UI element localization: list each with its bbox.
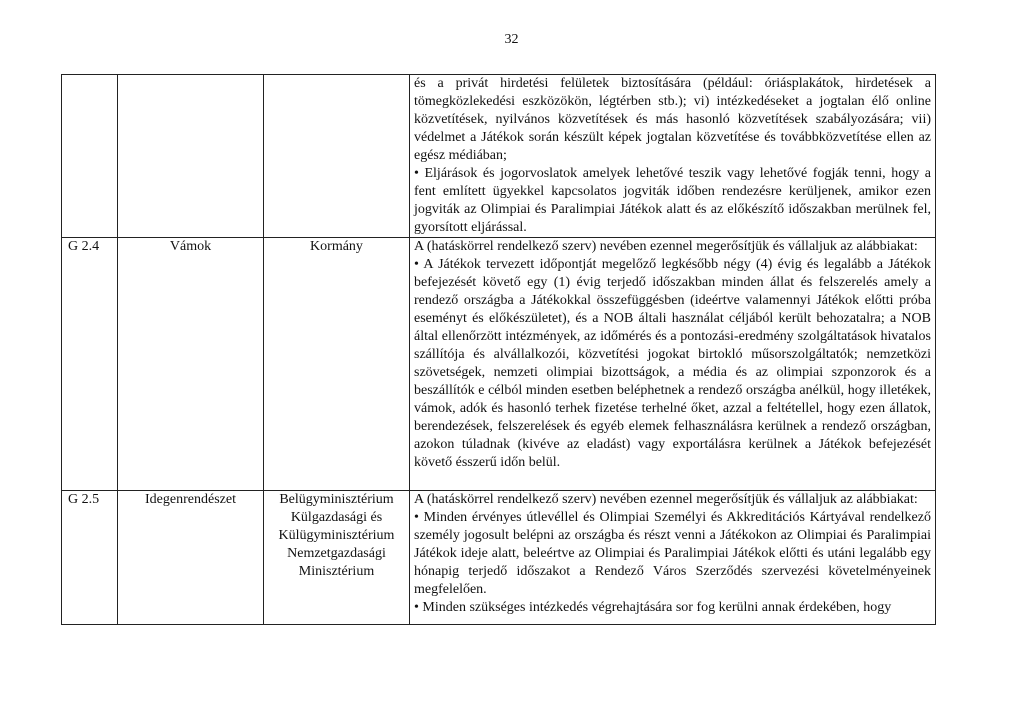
row-topic-cell xyxy=(118,75,264,238)
row-commitment-cell xyxy=(410,238,936,491)
commitment-paragraph: A (hatáskörrel rendelkező szerv) nevében ezennel megerősítjük és vállaljuk az alábbiakat: xyxy=(414,492,918,507)
page-number: 32 xyxy=(504,32,519,47)
authority-line: Minisztérium xyxy=(298,564,375,579)
commitment-bullet: • Minden érvényes útlevéllel és Olimpiai Személyi és Akkreditációs Kártyával rendelkező személy jogosult belépni az országba és részt venni a Játékokon az Olimpiai és Paralimpiai Játékok ideje alatt, beleértve az Olimpiai és Paralimpiai Játékok előtti és utáni legalább egy hónapig terjedő időszakot a Rendező Város Szerződés szervezési követelményeinek megfelelően. xyxy=(414,510,931,597)
row-topic-cell: Vámok xyxy=(118,238,264,491)
authority-line: Külügyminisztérium xyxy=(278,528,395,543)
row-authority-cell xyxy=(264,491,410,625)
row-id-cell xyxy=(62,75,118,238)
row-commitment-cell xyxy=(410,75,936,238)
regulation-table xyxy=(61,74,936,625)
row-authority-cell xyxy=(264,238,410,491)
row-id-cell: G 2.4 xyxy=(62,238,118,491)
row-authority-cell xyxy=(264,75,410,238)
authority-line: Belügyminisztérium xyxy=(279,492,394,507)
authority-line: Külgazdasági és xyxy=(290,510,383,525)
row-id-cell: G 2.5 xyxy=(62,491,118,625)
commitment-paragraph: és a privát hirdetési felületek biztosítására (például: óriásplakátok, hirdetések a tömegközlekedési eszközökön, légtérben stb.); vi) intézkedéseket a jogtalan élő online közvetítések, nyilvános közvetítések és más hasonló közvetítések szabályozására; vii) védelmet a Játékok során készült képek jogtalan közvetítése és továbbközvetítése ellen az egész médiában; xyxy=(414,76,931,163)
commitment-bullet: • A Játékok tervezett időpontját megelőző legkésőbb négy (4) évig és legalább a Játékok befejezését követő egy (1) évig terjedő időszakban minden állat és felszerelés amely a rendező országba a Játékokkal összefüggésben (ideértve valamennyi Játékok előtti próba eseményt és előkészületet), és a NOB általi használat céljából került behozatalra; a NOB által ellenőrzött intézmények, az időmérés és a pontozási-eredmény szolgáltatások hivatalos szállítója és alvállalkozói, közvetítési jogokat birtokló műsorszolgáltatók; nemzetközi szövetségek, nemzeti olimpiai bizottságok, a média és az olimpiai szponzorok és a beszállítók e célból minden esetben beléphetnek a rendező országba anélkül, hogy illetékek, vámok, adók és hasonló terhek fizetése terhelné őket, azzal a feltétellel, hogy ezen állatok, berendezések, felszerelések és egyéb elemek felhasználásra kerülnek a rendező országban, azokon túladnak (kivéve az eladást) vagy exportálásra kerülnek a Játékok befejezését követő ésszerű időn belül. xyxy=(414,257,931,470)
table-row xyxy=(62,75,936,238)
table-row xyxy=(62,238,936,491)
commitment-bullet: • Minden szükséges intézkedés végrehajtására sor fog kerülni annak érdekében, hogy xyxy=(414,600,892,615)
row-commitment-cell xyxy=(410,491,936,625)
commitment-paragraph: A (hatáskörrel rendelkező szerv) nevében ezennel megerősítjük és vállaljuk az alábbiakat: xyxy=(414,239,918,254)
commitment-bullet: • Eljárások és jogorvoslatok amelyek lehetővé teszik vagy lehetővé fogják tenni, hogy a fent említett ügyekkel kapcsolatos jogviták időben rendezésre kerüljenek, amikor ezen jogviták az Olimpiai és Paralimpiai Játékok alatt és az előkészítő időszakban merülnek fel, gyorsított eljárással. xyxy=(414,166,931,235)
row-topic-cell: Idegenrendészet xyxy=(118,491,264,625)
authority-line: Nemzetgazdasági xyxy=(287,546,386,561)
table-row xyxy=(62,491,936,625)
authority-line: Kormány xyxy=(310,239,363,254)
